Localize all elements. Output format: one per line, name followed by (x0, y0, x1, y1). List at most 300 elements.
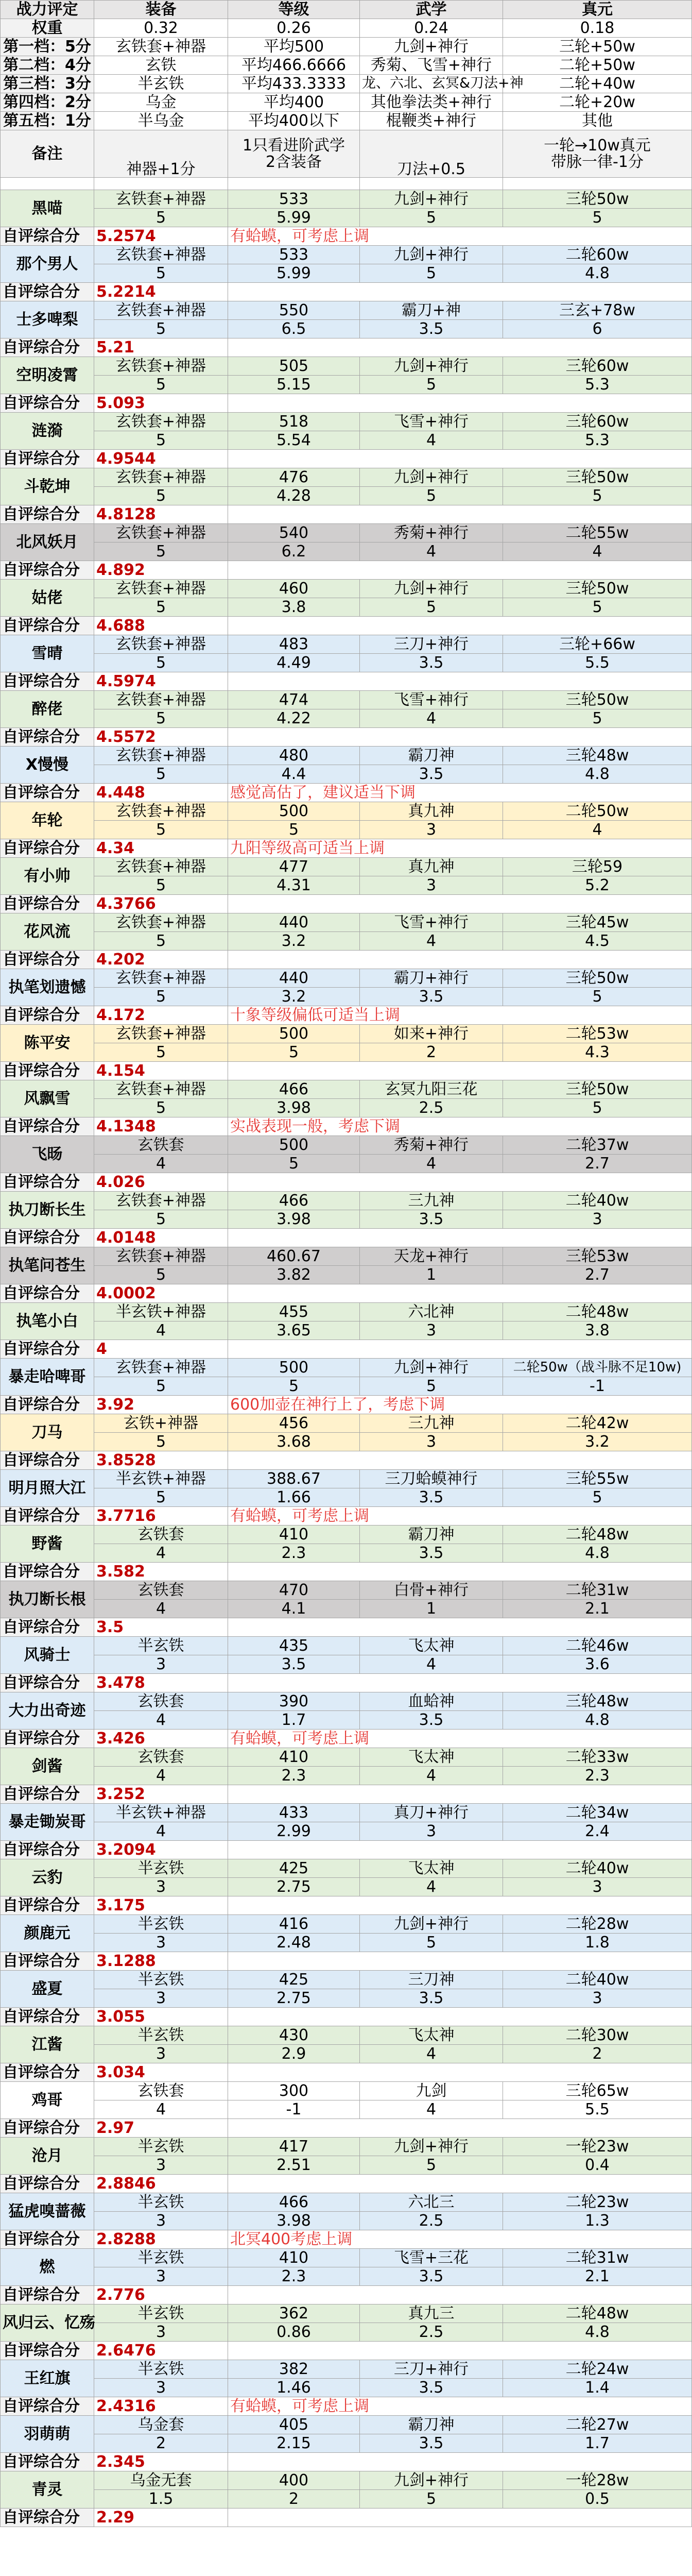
tier-zhen: 三轮+50w (503, 38, 692, 56)
spacer-row (1, 178, 692, 190)
player-name: 姑佬 (1, 580, 94, 617)
subscore-equip: 5 (94, 1043, 228, 1062)
player-zhen: 二轮24w (503, 2360, 692, 2379)
player-row (1, 2249, 692, 2267)
score-row (1, 617, 692, 635)
player-equip: 玄铁套+神器 (94, 1359, 228, 1377)
weights-row (1, 19, 692, 38)
player-zhen: 三轮+66w (503, 635, 692, 654)
score-row (1, 2342, 692, 2360)
player-name: X慢慢 (1, 747, 94, 784)
subscore-zhen: 1.7 (503, 2434, 692, 2453)
player-row (1, 2138, 692, 2156)
score-comment (228, 895, 692, 913)
subscore-skill: 4 (360, 1155, 503, 1173)
subscore-level: 3.82 (228, 1266, 360, 1284)
player-zhen: 三轮48w (503, 747, 692, 765)
subscore-level: 3.5 (228, 1655, 360, 1674)
notes-zhen-line2: 带脉一律-1分 (551, 152, 644, 171)
score-comment (228, 1229, 692, 1247)
player-row (1, 1136, 692, 1155)
subscore-equip: 5 (94, 598, 228, 617)
subscore-skill: 3 (360, 1822, 503, 1841)
player-row (1, 1915, 692, 1934)
subscore-equip: 4 (94, 1822, 228, 1841)
subscore-level: 3.8 (228, 598, 360, 617)
subscore-equip: 4 (94, 1155, 228, 1173)
player-name: 鸡哥 (1, 2082, 94, 2119)
score-row (1, 1229, 692, 1247)
player-level: 400 (228, 2471, 360, 2490)
score-comment (228, 561, 692, 580)
player-name: 士多啤梨 (1, 301, 94, 338)
player-name: 北风妖月 (1, 524, 94, 561)
subscore-zhen: 3.2 (503, 1433, 692, 1451)
score-comment (228, 2119, 692, 2138)
score-comment (228, 1062, 692, 1080)
subscore-zhen: 2.7 (503, 1266, 692, 1284)
subscore-skill: 3.5 (360, 1488, 503, 1507)
score-comment (228, 1173, 692, 1192)
score-row (1, 338, 692, 357)
player-subscore-row (1, 2267, 692, 2286)
spacer-cell (228, 178, 360, 190)
player-equip: 半玄铁 (94, 2304, 228, 2323)
subscore-equip: 3 (94, 2267, 228, 2286)
player-zhen: 二轮50w（战斗脉不足10w) (503, 1359, 692, 1377)
subscore-equip: 5 (94, 1099, 228, 1117)
player-subscore-row (1, 264, 692, 283)
score-label: 自评综合分 (1, 672, 94, 691)
player-skill: 九剑+神行 (360, 190, 503, 209)
player-equip: 半玄铁 (94, 2026, 228, 2045)
tier-level: 平均400以下 (228, 112, 360, 130)
tier-label: 第二档：4分 (1, 56, 94, 75)
score-label: 自评综合分 (1, 1896, 94, 1915)
player-zhen: 三轮55w (503, 1470, 692, 1488)
player-name: 风飘雪 (1, 1080, 94, 1117)
score-value: 5.2214 (94, 283, 228, 301)
subscore-skill: 3.5 (360, 765, 503, 784)
score-label: 自评综合分 (1, 2119, 94, 2138)
player-subscore-row (1, 1767, 692, 1785)
player-subscore-row (1, 765, 692, 784)
player-zhen: 三轮60w (503, 357, 692, 376)
player-row (1, 2193, 692, 2212)
notes-zhen-line1: 一轮→10w真元 (544, 137, 651, 155)
spacer-cell (94, 178, 228, 190)
score-label: 自评综合分 (1, 1006, 94, 1025)
player-skill: 飞太神 (360, 1859, 503, 1878)
score-row (1, 2008, 692, 2026)
score-row (1, 1451, 692, 1470)
score-label: 自评综合分 (1, 2453, 94, 2471)
tier-skill: 秀菊、飞雪+神行 (360, 56, 503, 75)
subscore-skill: 4 (360, 1655, 503, 1674)
score-label: 自评综合分 (1, 1284, 94, 1303)
subscore-level: 5.99 (228, 264, 360, 283)
subscore-equip: 2 (94, 2434, 228, 2453)
score-comment (228, 2175, 692, 2193)
player-level: 550 (228, 301, 360, 320)
score-value: 4.5572 (94, 728, 228, 747)
subscore-equip: 5 (94, 1266, 228, 1284)
subscore-level: 5 (228, 1043, 360, 1062)
score-value: 3.175 (94, 1896, 228, 1915)
score-row (1, 2119, 692, 2138)
player-subscore-row (1, 1266, 692, 1284)
subscore-zhen: 2.4 (503, 1822, 692, 1841)
score-value: 4.448 (94, 784, 228, 802)
player-equip: 玄铁套+神器 (94, 635, 228, 654)
player-subscore-row (1, 1321, 692, 1340)
player-row (1, 468, 692, 487)
subscore-skill: 4 (360, 1767, 503, 1785)
player-subscore-row (1, 1544, 692, 1563)
score-comment (228, 1952, 692, 1971)
score-value: 3.1288 (94, 1952, 228, 1971)
player-level: 388.67 (228, 1470, 360, 1488)
score-label: 自评综合分 (1, 2509, 94, 2527)
score-row (1, 2175, 692, 2193)
player-name: 明月照大江 (1, 1470, 94, 1507)
tier-zhen: 其他 (503, 112, 692, 130)
score-label: 自评综合分 (1, 2008, 94, 2026)
player-subscore-row (1, 709, 692, 728)
tier-equip: 半玄铁 (94, 75, 228, 93)
subscore-equip: 5 (94, 1433, 228, 1451)
subscore-zhen: 3 (503, 1989, 692, 2008)
player-skill: 飞太神 (360, 2026, 503, 2045)
score-label: 自评综合分 (1, 1618, 94, 1637)
player-skill: 六北神 (360, 1303, 503, 1321)
tier-zhen: 二轮+20w (503, 93, 692, 112)
subscore-skill: 5 (360, 2156, 503, 2175)
player-level: 470 (228, 1581, 360, 1600)
subscore-skill: 4 (360, 2045, 503, 2063)
score-row (1, 839, 692, 858)
score-row (1, 1507, 692, 1526)
player-subscore-row (1, 2434, 692, 2453)
score-value: 3.055 (94, 2008, 228, 2026)
player-level: 540 (228, 524, 360, 543)
tier-skill: 其他拳法类+神行 (360, 93, 503, 112)
score-label: 自评综合分 (1, 2342, 94, 2360)
subscore-level: 3.2 (228, 988, 360, 1006)
player-name: 涟漪 (1, 413, 94, 450)
score-label: 自评综合分 (1, 2063, 94, 2082)
player-skill: 真九神 (360, 802, 503, 821)
player-subscore-row (1, 2045, 692, 2063)
player-zhen: 二轮31w (503, 2249, 692, 2267)
score-row (1, 1674, 692, 1692)
player-row (1, 1526, 692, 1544)
subscore-equip: 5 (94, 1210, 228, 1229)
subscore-skill: 3.5 (360, 1544, 503, 1563)
player-zhen: 三轮50w (503, 580, 692, 598)
player-row (1, 802, 692, 821)
player-row (1, 1470, 692, 1488)
player-skill: 霸刀神 (360, 1526, 503, 1544)
score-value: 4.688 (94, 617, 228, 635)
subscore-skill: 3 (360, 821, 503, 839)
score-value: 2.4316 (94, 2397, 228, 2416)
score-row (1, 1340, 692, 1359)
player-equip: 玄铁套+神器 (94, 524, 228, 543)
player-equip: 玄铁套 (94, 1526, 228, 1544)
subscore-zhen: 5 (503, 598, 692, 617)
score-comment: 有蛤蟆，可考虑上调 (228, 1507, 692, 1526)
player-skill: 九剑+神行 (360, 357, 503, 376)
score-label: 自评综合分 (1, 617, 94, 635)
subscore-skill: 3.5 (360, 2379, 503, 2397)
player-row (1, 357, 692, 376)
player-subscore-row (1, 1600, 692, 1618)
subscore-zhen: 4.8 (503, 264, 692, 283)
score-row (1, 1563, 692, 1581)
player-row (1, 1025, 692, 1043)
subscore-equip: 4 (94, 1711, 228, 1730)
player-equip: 玄铁套+神器 (94, 190, 228, 209)
score-comment (228, 951, 692, 969)
player-zhen: 二轮40w (503, 1971, 692, 1989)
player-skill: 飞雪+神行 (360, 413, 503, 431)
score-comment: 有蛤蟆，可考虑上调 (228, 2397, 692, 2416)
player-name: 沧月 (1, 2138, 94, 2175)
player-name: 醉佬 (1, 691, 94, 728)
tier-label: 第四档：2分 (1, 93, 94, 112)
player-row (1, 2026, 692, 2045)
score-row (1, 672, 692, 691)
player-equip: 玄铁套 (94, 1748, 228, 1767)
score-value: 4.0002 (94, 1284, 228, 1303)
player-level: 433 (228, 1804, 360, 1822)
subscore-level: 5.99 (228, 209, 360, 227)
player-equip: 玄铁套+神器 (94, 691, 228, 709)
player-name: 暴走锄炭哥 (1, 1804, 94, 1841)
score-comment (228, 338, 692, 357)
score-comment (228, 450, 692, 468)
player-subscore-row (1, 543, 692, 561)
subscore-skill: 3.5 (360, 2267, 503, 2286)
player-name: 江酱 (1, 2026, 94, 2063)
subscore-zhen: 1.8 (503, 1934, 692, 1952)
subscore-skill: 5 (360, 376, 503, 394)
score-row (1, 561, 692, 580)
player-zhen: 二轮28w (503, 1915, 692, 1934)
player-skill: 三九神 (360, 1414, 503, 1433)
score-row (1, 1618, 692, 1637)
score-label: 自评综合分 (1, 1396, 94, 1414)
score-comment (228, 2063, 692, 2082)
score-label: 自评综合分 (1, 505, 94, 524)
score-comment (228, 2453, 692, 2471)
score-value: 3.034 (94, 2063, 228, 2082)
subscore-level: 1.66 (228, 1488, 360, 1507)
subscore-level: -1 (228, 2100, 360, 2119)
player-equip: 玄铁套+神器 (94, 1080, 228, 1099)
player-equip: 玄铁套+神器 (94, 301, 228, 320)
player-row (1, 301, 692, 320)
subscore-level: 3.68 (228, 1433, 360, 1451)
player-zhen: 二轮27w (503, 2416, 692, 2434)
subscore-zhen: 5.5 (503, 2100, 692, 2119)
player-level: 410 (228, 1526, 360, 1544)
player-subscore-row (1, 2100, 692, 2119)
player-row (1, 747, 692, 765)
player-skill: 九剑+神行 (360, 1359, 503, 1377)
score-comment (228, 394, 692, 413)
subscore-equip: 1.5 (94, 2490, 228, 2509)
subscore-level: 4.1 (228, 1600, 360, 1618)
player-level: 410 (228, 1748, 360, 1767)
player-name: 斗乾坤 (1, 468, 94, 505)
subscore-zhen: 4.3 (503, 1043, 692, 1062)
player-name: 盛夏 (1, 1971, 94, 2008)
score-comment (228, 2286, 692, 2304)
player-level: 417 (228, 2138, 360, 2156)
score-label: 自评综合分 (1, 895, 94, 913)
player-name: 有小帅 (1, 858, 94, 895)
player-skill: 三刀+神行 (360, 2360, 503, 2379)
score-label: 自评综合分 (1, 561, 94, 580)
player-subscore-row (1, 1934, 692, 1952)
player-row (1, 913, 692, 932)
notes-label: 备注 (1, 130, 94, 178)
player-row (1, 969, 692, 988)
score-value: 3.92 (94, 1396, 228, 1414)
player-equip: 玄铁套+神器 (94, 747, 228, 765)
player-equip: 半玄铁+神器 (94, 1303, 228, 1321)
player-zhen: 三轮45w (503, 913, 692, 932)
score-value: 4 (94, 1340, 228, 1359)
player-level: 430 (228, 2026, 360, 2045)
spacer-cell (503, 178, 692, 190)
subscore-skill: 4 (360, 709, 503, 728)
player-subscore-row (1, 876, 692, 895)
player-zhen: 三轮53w (503, 1247, 692, 1266)
player-subscore-row (1, 209, 692, 227)
score-comment (228, 1896, 692, 1915)
subscore-equip: 3 (94, 2156, 228, 2175)
subscore-zhen: 5.3 (503, 376, 692, 394)
player-skill: 三九神 (360, 1192, 503, 1210)
player-level: 480 (228, 747, 360, 765)
player-level: 533 (228, 190, 360, 209)
player-row (1, 580, 692, 598)
player-skill: 飞雪+神行 (360, 691, 503, 709)
player-name: 执笔小白 (1, 1303, 94, 1340)
subscore-level: 4.31 (228, 876, 360, 895)
player-name: 燃 (1, 2249, 94, 2286)
player-skill: 六北三 (360, 2193, 503, 2212)
player-level: 416 (228, 1915, 360, 1934)
player-subscore-row (1, 1377, 692, 1396)
subscore-zhen: 0.4 (503, 2156, 692, 2175)
notes-level-line1: 1只看进阶武学 (242, 137, 345, 155)
player-level: 505 (228, 357, 360, 376)
player-equip: 玄铁套+神器 (94, 969, 228, 988)
score-label: 自评综合分 (1, 394, 94, 413)
player-skill: 血蛤神 (360, 1692, 503, 1711)
subscore-zhen: 3 (503, 1878, 692, 1896)
subscore-equip: 3 (94, 2212, 228, 2230)
player-zhen: 一轮23w (503, 2138, 692, 2156)
player-subscore-row (1, 2490, 692, 2509)
player-subscore-row (1, 2212, 692, 2230)
score-label: 自评综合分 (1, 227, 94, 246)
score-comment (228, 505, 692, 524)
player-subscore-row (1, 320, 692, 338)
player-row (1, 1192, 692, 1210)
score-value: 4.202 (94, 951, 228, 969)
subscore-equip: 4 (94, 1544, 228, 1563)
score-comment: 九阳等级高可适当上调 (228, 839, 692, 858)
score-label: 自评综合分 (1, 1563, 94, 1581)
player-level: 477 (228, 858, 360, 876)
subscore-level: 2.3 (228, 1767, 360, 1785)
subscore-equip: 3 (94, 2045, 228, 2063)
subscore-equip: 4 (94, 2100, 228, 2119)
player-name: 云豹 (1, 1859, 94, 1896)
score-value: 3.478 (94, 1674, 228, 1692)
subscore-skill: 3.5 (360, 1989, 503, 2008)
subscore-level: 1.7 (228, 1711, 360, 1730)
player-row (1, 1080, 692, 1099)
score-row (1, 505, 692, 524)
player-level: 362 (228, 2304, 360, 2323)
player-level: 500 (228, 1359, 360, 1377)
score-label: 自评综合分 (1, 1229, 94, 1247)
player-equip: 玄铁套+神器 (94, 1247, 228, 1266)
player-skill: 霸刀神 (360, 747, 503, 765)
player-level: 500 (228, 1136, 360, 1155)
player-subscore-row (1, 598, 692, 617)
player-name: 青灵 (1, 2471, 94, 2509)
subscore-skill: 2.5 (360, 1099, 503, 1117)
score-value: 4.1348 (94, 1117, 228, 1136)
score-row (1, 728, 692, 747)
score-row (1, 895, 692, 913)
subscore-skill: 3.5 (360, 320, 503, 338)
tier-level: 平均433.3333 (228, 75, 360, 93)
spacer-cell (1, 178, 94, 190)
player-name: 执刀断长根 (1, 1581, 94, 1618)
subscore-equip: 3 (94, 2323, 228, 2342)
player-subscore-row (1, 654, 692, 672)
player-zhen: 二轮55w (503, 524, 692, 543)
score-comment (228, 1284, 692, 1303)
score-label: 自评综合分 (1, 784, 94, 802)
weight-zhen: 0.18 (503, 19, 692, 38)
subscore-skill: 3.5 (360, 1711, 503, 1730)
player-equip: 半玄铁 (94, 2193, 228, 2212)
score-label: 自评综合分 (1, 1173, 94, 1192)
subscore-skill: 4 (360, 2100, 503, 2119)
score-value: 3.8528 (94, 1451, 228, 1470)
player-zhen: 三轮48w (503, 1692, 692, 1711)
score-row (1, 784, 692, 802)
player-equip: 半玄铁+神器 (94, 1804, 228, 1822)
player-equip: 玄铁套+神器 (94, 357, 228, 376)
weight-level: 0.26 (228, 19, 360, 38)
player-row (1, 1637, 692, 1655)
score-comment (228, 2008, 692, 2026)
score-row (1, 450, 692, 468)
player-zhen: 二轮31w (503, 1581, 692, 1600)
subscore-level: 3.98 (228, 2212, 360, 2230)
score-value: 4.5974 (94, 672, 228, 691)
